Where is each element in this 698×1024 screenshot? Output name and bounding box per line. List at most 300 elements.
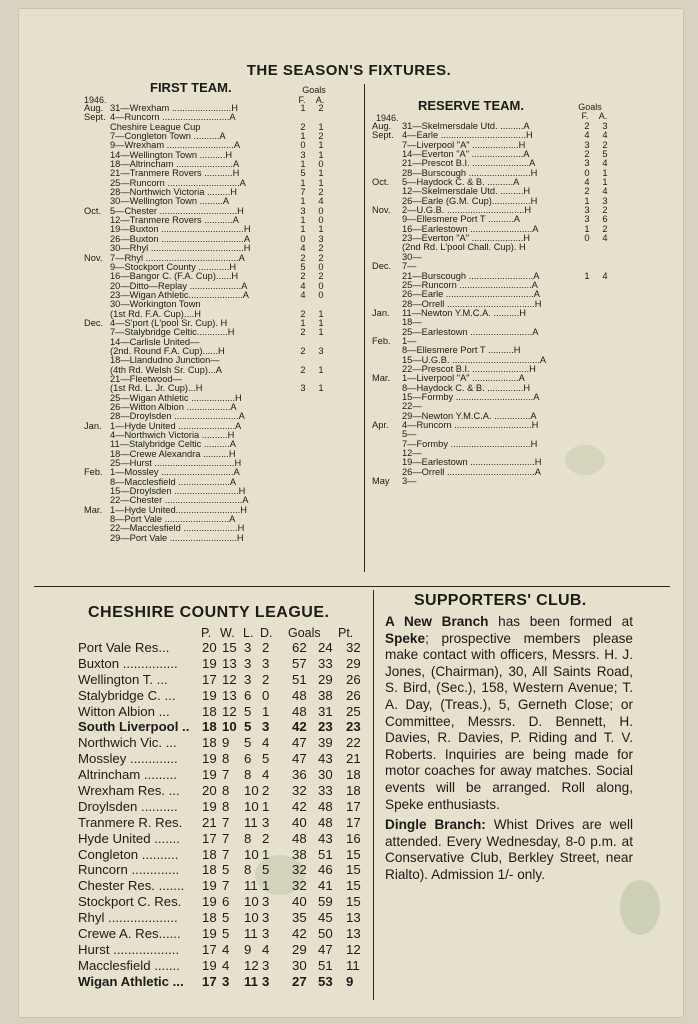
- team-name: Tranmere R. Res.: [78, 814, 183, 830]
- fixture-goals-for: 1: [300, 131, 306, 142]
- fixture-text: 8—Port Vale .........................A: [110, 515, 236, 525]
- fixture-goals-for: 1: [584, 195, 590, 206]
- team-name: Macclesfield .......: [78, 957, 180, 973]
- fixture-row: [372, 318, 618, 327]
- league-row: [78, 640, 363, 656]
- won: 7: [222, 846, 230, 862]
- team-name: Witton Albion ...: [78, 703, 170, 719]
- league-row: [78, 767, 363, 783]
- fixture-goals-against: 1: [318, 168, 324, 179]
- league-row: [78, 958, 363, 974]
- fixture-row: [372, 421, 618, 430]
- fixture-text: 7—Stalybridge Celtic............H: [110, 328, 235, 338]
- points: 32: [346, 640, 361, 655]
- goals-for: 32: [292, 878, 307, 894]
- fixture-row: [372, 346, 618, 355]
- league-row: [78, 704, 363, 720]
- fixture-goals-against: 2: [318, 187, 324, 198]
- first-team-a-label: A.: [315, 95, 325, 105]
- goals-for: 57: [292, 655, 307, 671]
- played: 18: [202, 910, 217, 926]
- goals-for: 35: [292, 910, 307, 926]
- lost: 11: [244, 926, 258, 942]
- fixture-text: 14—Wellington Town ..........H: [110, 150, 233, 160]
- new-branch-mid: has been formed at: [488, 614, 633, 629]
- fixture-text: 12—Skelmersdale Utd. .........H: [402, 187, 531, 197]
- fixture-row: [372, 374, 618, 383]
- fixture-text: 30—: [402, 252, 422, 262]
- fixture-row: [372, 402, 618, 411]
- fixture-text: 19—Buxton ................................H: [110, 225, 251, 235]
- fixture-goals-against: 3: [318, 233, 324, 244]
- won: 8: [222, 783, 230, 799]
- fixture-text: 5—: [402, 430, 417, 440]
- fixture-text: (4th Rd. Welsh Sr. Cup)...A: [110, 365, 222, 375]
- fixture-text: 12—Tranmere Rovers ...........A: [110, 216, 239, 226]
- drawn: 3: [262, 973, 270, 989]
- lost: 8: [244, 862, 252, 878]
- played: 18: [202, 846, 217, 862]
- first-team-f-label: F.: [298, 95, 306, 105]
- fixture-text: 18—Llandudno Junction—: [110, 356, 220, 366]
- fixture-text: 28—Droylsden .........................A: [110, 412, 245, 422]
- fixture-row: [84, 403, 336, 412]
- fixture-row: [84, 431, 336, 440]
- lost: 5: [244, 719, 252, 735]
- goals-for: 48: [292, 703, 307, 719]
- goals-for: 40: [292, 814, 307, 830]
- league-row: [78, 974, 363, 990]
- fixture-row: [84, 356, 336, 365]
- team-name: Hurst ..................: [78, 941, 180, 957]
- fixture-row: [372, 225, 618, 234]
- points: 16: [346, 830, 361, 846]
- drawn: 3: [262, 894, 270, 910]
- goals-for: 32: [292, 862, 307, 878]
- fixture-goals-against: 1: [318, 140, 324, 151]
- drawn: 3: [262, 957, 270, 973]
- goals-for: 36: [292, 767, 307, 783]
- fixture-text: 22—: [402, 402, 422, 412]
- played: 19: [202, 767, 217, 783]
- team-name: Buxton ...............: [78, 655, 178, 671]
- goals-against: 24: [318, 640, 333, 655]
- goals-against: 50: [318, 926, 333, 942]
- fixture-text: 3—: [402, 477, 417, 487]
- fixture-month: Mar.: [84, 504, 103, 515]
- fixture-row: [84, 328, 336, 337]
- drawn: 1: [262, 798, 270, 814]
- fixture-month: Dec.: [84, 317, 104, 328]
- fixture-goals-against: 4: [602, 233, 608, 244]
- first-team-fixtures: [84, 104, 336, 543]
- fixture-row: [372, 290, 618, 299]
- fixture-goals-for: 0: [584, 167, 590, 178]
- fixture-goals-against: 3: [602, 121, 608, 131]
- team-name: Northwich Vic. ...: [78, 735, 177, 751]
- played: 17: [202, 941, 217, 957]
- goals-for: 30: [292, 957, 307, 973]
- fixture-text: 25—Runcorn ............................A: [402, 280, 538, 290]
- reserve-team-f-label: F.: [581, 111, 589, 121]
- points: 25: [346, 703, 361, 719]
- fixture-goals-for: 4: [584, 177, 590, 188]
- league-row: [78, 688, 363, 704]
- team-name: Hyde United .......: [78, 830, 180, 846]
- fixture-month: May: [372, 476, 390, 487]
- lost: 11: [244, 878, 258, 894]
- fixture-text: 22—Macclesfield .....................H: [110, 524, 245, 534]
- fixture-row: [84, 225, 336, 234]
- fixture-text: 26—Buxton ................................A: [110, 234, 251, 244]
- fixture-goals-for: 1: [300, 317, 306, 328]
- fixture-row: [84, 216, 336, 225]
- fixture-row: [372, 169, 618, 178]
- won: 5: [222, 926, 230, 942]
- fixture-goals-against: 2: [318, 131, 324, 142]
- played: 17: [202, 973, 217, 989]
- lost: 10: [244, 894, 259, 910]
- fixture-goals-against: 0: [318, 159, 324, 170]
- fixture-text: 22—Prescot B.I. ......................H: [402, 364, 536, 374]
- league-row: [78, 735, 363, 751]
- col-l: L.: [243, 626, 254, 640]
- fixture-goals-against: 5: [602, 149, 608, 160]
- fixture-text: 23—Everton "A" ....................H: [402, 234, 531, 244]
- fixture-goals-against: 6: [602, 214, 608, 225]
- fixture-row: [84, 524, 336, 533]
- won: 13: [222, 655, 237, 671]
- fixture-row: [84, 459, 336, 468]
- lost: 3: [244, 671, 252, 687]
- drawn: 2: [262, 830, 270, 846]
- won: 6: [222, 894, 230, 910]
- fixture-row: [372, 300, 618, 309]
- fixture-text: 21—Fleetwood—: [110, 374, 182, 384]
- fixture-text: 28—Northwich Victoria .........H: [110, 188, 237, 198]
- fixture-row: [84, 366, 336, 375]
- fixture-text: 18—Crewe Alexandra ..........H: [110, 449, 236, 459]
- league-row: [78, 926, 363, 942]
- fixture-goals-for: 3: [584, 139, 590, 150]
- league-heading: CHESHIRE COUNTY LEAGUE.: [88, 604, 330, 621]
- goals-against: 33: [318, 655, 333, 671]
- won: 7: [222, 878, 230, 894]
- drawn: 5: [262, 862, 270, 878]
- team-name: Runcorn .............: [78, 862, 180, 878]
- fixture-month: Oct.: [84, 205, 102, 216]
- fixture-text: 16—Earlestown ........................A: [402, 224, 539, 234]
- col-p: P.: [201, 626, 212, 640]
- fixture-goals-for: 5: [300, 261, 306, 272]
- fixture-goals-against: 1: [602, 167, 608, 178]
- stain: [620, 880, 660, 935]
- points: 17: [346, 798, 361, 814]
- fixture-row: [84, 338, 336, 347]
- lost: 10: [244, 798, 259, 814]
- fixture-row: [84, 207, 336, 216]
- goals-for: 48: [292, 687, 307, 703]
- drawn: 2: [262, 671, 270, 687]
- league-row: [78, 942, 363, 958]
- fixture-text: 14—Carlisle United—: [110, 337, 200, 347]
- fixture-text: 31—Skelmersdale Utd. .........A: [402, 122, 530, 131]
- fixture-row: [84, 132, 336, 141]
- fixture-text: 15—Formby ..............................A: [402, 392, 540, 402]
- fixture-goals-for: 1: [300, 177, 306, 188]
- fixture-text: (1st Rd. L. Jr. Cup)...H: [110, 384, 203, 394]
- fixture-goals-against: 4: [602, 270, 608, 281]
- goals-against: 51: [318, 957, 333, 973]
- fixture-text: 7—Congleton Town ..........A: [110, 132, 226, 142]
- fixture-row: [84, 375, 336, 384]
- points: 29: [346, 655, 361, 671]
- first-team-year: 1946.: [84, 95, 107, 105]
- won: 15: [222, 640, 237, 655]
- fixture-goals-against: 4: [602, 130, 608, 141]
- won: 3: [222, 973, 230, 989]
- fixture-text: 4—Earle .................................H: [402, 131, 533, 141]
- points: 18: [346, 783, 361, 799]
- points: 12: [346, 941, 361, 957]
- league-row: [78, 672, 363, 688]
- first-team-heading: FIRST TEAM.: [150, 80, 232, 95]
- fixture-text: 18—Altrincham ......................A: [110, 160, 240, 170]
- fixture-goals-against: 1: [318, 364, 324, 375]
- fixture-goals-for: 1: [300, 196, 306, 207]
- played: 19: [202, 926, 217, 942]
- league-row: [78, 894, 363, 910]
- fixture-goals-for: 2: [300, 364, 306, 375]
- team-name: Wellington T. ...: [78, 671, 168, 687]
- won: 5: [222, 910, 230, 926]
- points: 9: [346, 973, 354, 989]
- team-name: Congleton ..........: [78, 846, 179, 862]
- lost: 3: [244, 640, 252, 655]
- fixture-text: (2nd. Round F.A. Cup)......H: [110, 346, 225, 356]
- fixture-goals-against: 0: [318, 205, 324, 216]
- fixture-month: Mar.: [372, 373, 391, 384]
- fixture-goals-against: 1: [602, 177, 608, 188]
- fixture-text: 7—Liverpool "A" ..................H: [402, 140, 526, 150]
- fixture-goals-against: 4: [318, 196, 324, 207]
- drawn: 2: [262, 640, 270, 655]
- fixture-row: [84, 534, 336, 543]
- fixture-row: [84, 254, 336, 263]
- lost: 8: [244, 830, 252, 846]
- fixture-text: 14—Everton "A" ....................A: [402, 150, 530, 160]
- fixture-text: 5—Haydock C. & B. ..........A: [402, 178, 520, 188]
- fixture-row: [372, 234, 618, 243]
- first-team-goals-label: Goals: [302, 85, 326, 95]
- goals-against: 31: [318, 703, 333, 719]
- fixture-goals-against: 2: [318, 252, 324, 263]
- fixture-row: [84, 347, 336, 356]
- fixture-row: [84, 300, 336, 309]
- fixture-goals-for: 1: [300, 159, 306, 170]
- fixture-goals-against: 2: [318, 103, 324, 113]
- fixture-text: 1—Mossley ............................A: [110, 468, 240, 478]
- fixture-row: [372, 356, 618, 365]
- fixture-row: [84, 188, 336, 197]
- drawn: 3: [262, 655, 270, 671]
- fixture-goals-for: 2: [584, 186, 590, 197]
- fixture-goals-for: 0: [584, 233, 590, 244]
- league-row: [78, 751, 363, 767]
- won: 8: [222, 798, 230, 814]
- fixture-row: [372, 206, 618, 215]
- fixture-text: 30—Rhyl ....................................H: [110, 244, 251, 254]
- fixture-text: 28—Burscough ........................H: [402, 168, 538, 178]
- fixture-row: [84, 104, 336, 113]
- fixture-text: 2—U.G.B. ..............................H: [402, 206, 532, 216]
- fixture-text: 25—Earlestown ........................A: [402, 327, 539, 337]
- fixture-text: 1—Liverpool "A" ..................A: [402, 374, 525, 384]
- won: 12: [222, 703, 237, 719]
- goals-for: 38: [292, 846, 307, 862]
- team-name: Stockport C. Res.: [78, 894, 182, 910]
- fixture-row: [84, 263, 336, 272]
- fixture-month: Feb.: [372, 335, 391, 346]
- fixture-month: Aug.: [84, 103, 104, 113]
- fixture-text: 25—Hurst ...............................H: [110, 459, 242, 469]
- fixture-text: 11—Stalybridge Celtic ..........A: [110, 440, 236, 450]
- fixture-text: 8—Haydock C. & B. ..............H: [402, 383, 531, 393]
- fixture-month: Nov.: [84, 252, 103, 263]
- fixture-text: 26—Earle (G.M. Cup)...............H: [402, 196, 538, 206]
- fixture-text: 26—Earle ..................................A: [402, 290, 540, 300]
- played: 20: [202, 640, 217, 655]
- fixture-text: 1—Hyde United.........................H: [110, 505, 247, 515]
- fixture-row: [372, 337, 618, 346]
- fixture-row: [372, 253, 618, 262]
- league-row: [78, 910, 363, 926]
- fixture-goals-for: 2: [300, 121, 306, 132]
- fixture-row: [84, 282, 336, 291]
- fixture-text: 8—Macclesfield ....................A: [110, 477, 237, 487]
- points: 13: [346, 926, 361, 942]
- goals-for: 62: [292, 640, 307, 655]
- goals-for: 32: [292, 783, 307, 799]
- fixture-row: [84, 291, 336, 300]
- played: 19: [202, 687, 217, 703]
- goals-for: 47: [292, 751, 307, 767]
- fixture-text: 4—Runcorn ..............................H: [402, 421, 539, 430]
- fixture-goals-against: 1: [318, 317, 324, 328]
- fixture-goals-against: 2: [318, 243, 324, 254]
- fixture-month: Dec.: [372, 261, 392, 272]
- won: 4: [222, 957, 230, 973]
- fixture-goals-against: 4: [602, 186, 608, 197]
- team-name: Wrexham Res. ...: [78, 783, 180, 799]
- fixture-row: [372, 384, 618, 393]
- fixture-month: Sept.: [84, 112, 106, 123]
- points: 18: [346, 767, 361, 783]
- fixture-row: [84, 422, 336, 431]
- fixture-row: [372, 328, 618, 337]
- drawn: 3: [262, 910, 270, 926]
- league-row: [78, 878, 363, 894]
- col-w: W.: [220, 626, 235, 640]
- lost: 10: [244, 783, 259, 799]
- supporters-heading: SUPPORTERS' CLUB.: [414, 592, 587, 609]
- fixture-goals-against: 2: [602, 205, 608, 216]
- fixture-goals-against: 1: [318, 121, 324, 132]
- fixture-row: [84, 440, 336, 449]
- played: 18: [202, 719, 217, 735]
- goals-against: 39: [318, 735, 333, 751]
- drawn: 3: [262, 814, 270, 830]
- fixture-row: [372, 468, 618, 477]
- fixture-row: [84, 310, 336, 319]
- points: 22: [346, 735, 361, 751]
- fixture-goals-against: 1: [318, 177, 324, 188]
- league-row: [78, 719, 363, 735]
- played: 18: [202, 735, 217, 751]
- fixture-month: Aug.: [372, 121, 392, 131]
- fixture-goals-for: 4: [300, 289, 306, 300]
- points: 15: [346, 862, 361, 878]
- fixture-goals-against: 3: [318, 345, 324, 356]
- goals-against: 33: [318, 783, 333, 799]
- fixture-goals-for: 7: [300, 187, 306, 198]
- goals-against: 47: [318, 941, 333, 957]
- dingle-branch-paragraph: [385, 817, 633, 883]
- fixture-row: [84, 515, 336, 524]
- played: 18: [202, 862, 217, 878]
- fixture-text: 29—Newton Y.M.C.A. ..............A: [402, 411, 537, 421]
- fixture-row: [84, 506, 336, 515]
- team-name: Crewe A. Res......: [78, 926, 181, 942]
- fixture-text: 21—Burscough .........................A: [402, 271, 540, 281]
- reserve-team-fixtures: [372, 122, 618, 486]
- fixture-month: Feb.: [84, 467, 103, 478]
- drawn: 3: [262, 926, 270, 942]
- page-title: THE SEASON'S FIXTURES.: [246, 62, 452, 79]
- fixture-text: 7—Formby ...............................H: [402, 439, 538, 449]
- fixture-row: [372, 262, 618, 271]
- team-name: Mossley .............: [78, 751, 178, 767]
- won: 12: [222, 671, 237, 687]
- fixture-row: [372, 159, 618, 168]
- played: 19: [202, 957, 217, 973]
- fixture-row: [372, 141, 618, 150]
- won: 13: [222, 687, 237, 703]
- won: 9: [222, 735, 230, 751]
- fixture-text: 15—Droylsden .........................H: [110, 487, 246, 497]
- fixture-text: 25—Wigan Athletic .................H: [110, 393, 242, 403]
- goals-for: 51: [292, 671, 307, 687]
- lost: 9: [244, 941, 252, 957]
- fixture-month: Jan.: [84, 420, 102, 431]
- fixture-text: 31—Wrexham .......................H: [110, 104, 238, 113]
- drawn: 4: [262, 941, 270, 957]
- fixture-text: 18—: [402, 318, 422, 328]
- played: 19: [202, 894, 217, 910]
- drawn: 0: [262, 687, 270, 703]
- col-goals: Goals: [288, 626, 321, 640]
- fixture-text: 26—Orrell ..................................A: [402, 467, 541, 477]
- fixture-goals-for: 2: [300, 252, 306, 263]
- fixture-row: [372, 365, 618, 374]
- fixture-goals-for: 2: [584, 149, 590, 160]
- lost: 11: [244, 973, 258, 989]
- new-branch-body: ; prospective members please make contact with officers, Messrs. H. J. Jones, (Chairman), 30, All Saints Road, S. Bird, (Sec.), 158, Western Avenue; T. A. Day, (Treas.), 5, Gerneth Close; or Committee, Messrs. D. Bennett, H. Davies, R. Davies, P. Riding and T. V. Roberts. Inquiries are being made for motor coaches for away matches. Social events will be arranged. Roll along, Speke enthusiasts.: [385, 630, 633, 812]
- fixture-goals-for: 1: [300, 215, 306, 226]
- fixture-goals-against: 0: [318, 215, 324, 226]
- lost: 10: [244, 846, 259, 862]
- fixture-row: [372, 477, 618, 486]
